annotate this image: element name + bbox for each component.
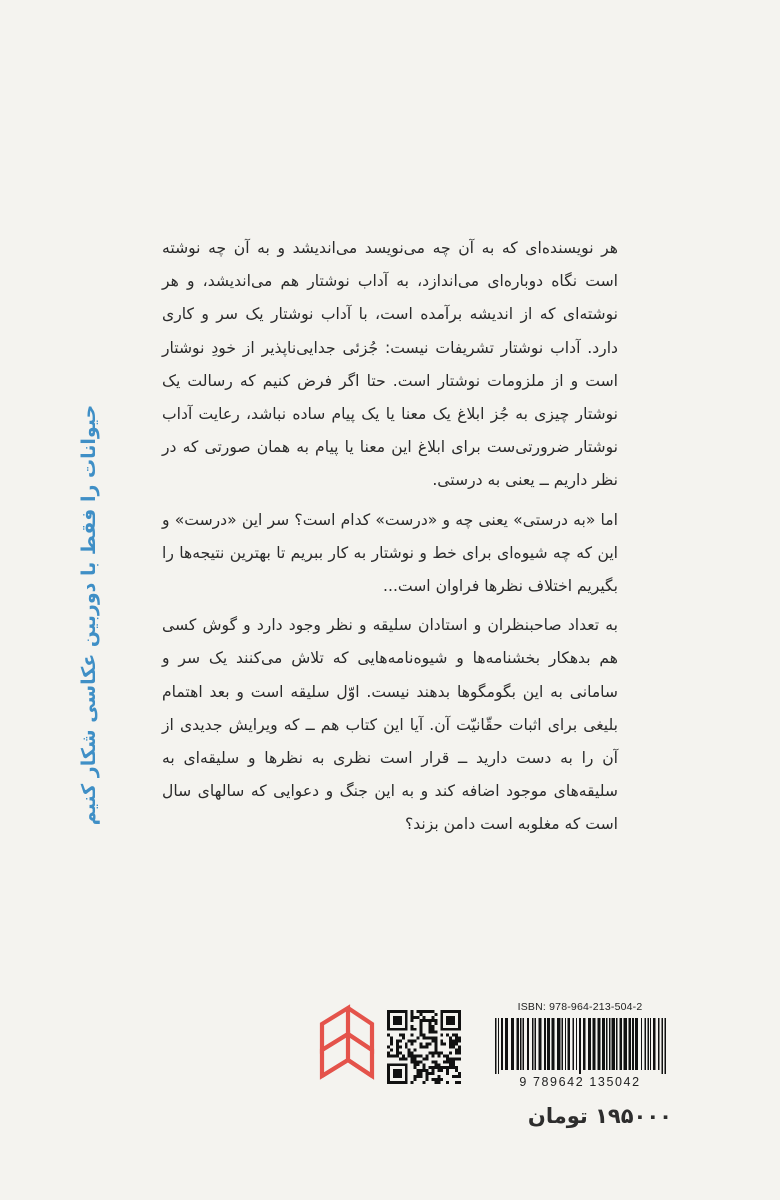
qr-code-icon [387, 1010, 461, 1084]
publisher-logo-icon [318, 1004, 376, 1086]
blurb-paragraph-1: هر نویسنده‌ای که به آن چه می‌نویسد می‌اندیشد و به آن چه نوشته است نگاه دوباره‌ای می‌اندازد، به آداب نوشتار هم می‌اندیشد، و هر نوشته‌ای که از اندیشه برآمده است، با آداب نوشتار یک سر و کاری دارد. آداب نوشتار تشریفات نیست: جُزئی جدایی‌ناپذیر از خودِ نوشتار است و از ملزومات نوشتار است. حتا اگر فرض کنیم که رسالت یک نوشتار چیزی به جُز ابلاغ یک معنا یا یک پیام ساده نباشد، رعایت آداب نوشتار ضرورتی‌ست برای ابلاغ این معنا یا پیام به همان صورتی که در نظر داریم ــ یعنی به درستی. [162, 239, 618, 490]
blurb-paragraph-2: اما «به درستی» یعنی چه و «درست» کدام است؟ سر این «درست» و این که چه شیوه‌ای برای خط و نوشتار به کار ببریم تا بهترین نتیجه‌ها را بگیریم اختلاف نظرها فراوان است... [162, 510, 618, 596]
blurb-text [162, 232, 618, 848]
blurb-paragraph-3: به تعداد صاحبنظران و استادان سلیقه و نظر وجود دارد و گوش کسی هم بدهکار بخشنامه‌ها و شیوه‌نامه‌هایی که تلاش می‌کنند یک سر و سامانی به این بگومگوها بدهند نیست. اوّل سلیقه است و بعد اهتمام بلیغی برای اثبات حقّانیّت آن. آیا این کتاب هم ــ که ویرایش جدیدی از آن را به دست دارید ــ قرار است نظری به نظرها و سلیقه‌ای به سلیقه‌های موجود اضافه کند و به این جنگ و دعوایی که سالهای سال است که مغلوبه است دامن بزند؟ [162, 616, 618, 834]
barcode [489, 1001, 671, 1093]
barcode-icon [493, 1018, 667, 1074]
ean-number: 9 789642 135042 [519, 1075, 641, 1089]
book-title-vertical: حیوانات را فقط با دوربین عکاسی شکار کنیم [78, 404, 100, 826]
isbn-number: ISBN: 978-964-213-504-2 [517, 1001, 643, 1013]
price: ۱۹۵۰۰۰ تومان [527, 1104, 672, 1128]
